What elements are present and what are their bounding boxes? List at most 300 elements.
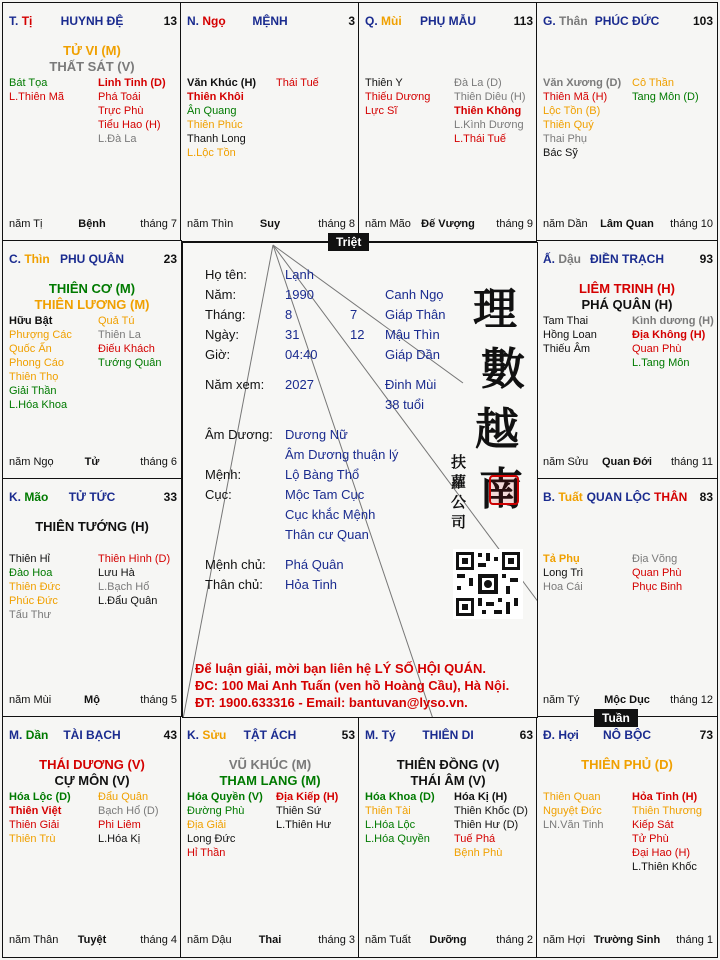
- star: Hoa Cái: [543, 581, 583, 593]
- palace-name: TẬT ÁCH: [243, 728, 297, 742]
- palace-footer: [181, 933, 359, 957]
- palace-number: 93: [699, 252, 713, 266]
- star: Phục Binh: [632, 581, 683, 593]
- palace-ty[interactable]: [358, 716, 538, 958]
- palace-chi: Tý: [381, 728, 396, 742]
- star: L.Lộc Tồn: [187, 147, 236, 159]
- star: Long Đức: [187, 833, 236, 845]
- star: Hỉ Thần: [187, 847, 226, 859]
- main-star: THAM LANG (M): [219, 773, 321, 788]
- main-stars: [3, 281, 181, 313]
- star: L.Bạch Hổ: [98, 581, 150, 593]
- star: Thiên Giải: [9, 819, 60, 831]
- star: Ân Quang: [187, 105, 237, 117]
- main-stars: [537, 757, 717, 773]
- calligraphy-char-4: 南: [479, 464, 523, 515]
- palace-footer: [3, 933, 181, 957]
- month: tháng 8: [318, 218, 355, 230]
- palace-can: N.: [187, 14, 199, 28]
- palace-can: K.: [9, 490, 21, 504]
- thang-value: 8: [285, 307, 293, 322]
- thang-am-value: 7: [350, 307, 358, 322]
- truong-sinh: Thai: [258, 934, 282, 946]
- month: tháng 12: [670, 694, 713, 706]
- dai-han-year: năm Tuất: [365, 934, 411, 946]
- than-chu-value: Hỏa Tinh: [285, 577, 338, 592]
- palace-name: PHÚC ĐỨC: [594, 14, 660, 28]
- calligraphy-char-3: 越: [475, 404, 519, 455]
- palace-chi: Dậu: [558, 252, 582, 266]
- seal-text-3: 公: [451, 493, 467, 511]
- dai-han-year: năm Ngọ: [9, 456, 54, 468]
- main-star: THIÊN LƯƠNG (M): [34, 297, 150, 312]
- main-star: THIÊN ĐỒNG (V): [396, 757, 500, 772]
- calligraphy-char-1: 理: [473, 284, 517, 335]
- star: L.Kình Dương: [454, 119, 524, 131]
- dai-han-year: năm Thân: [9, 934, 59, 946]
- star: Tử Phù: [632, 833, 669, 845]
- month: tháng 11: [670, 456, 713, 468]
- main-star: TỬ VI (M): [63, 43, 121, 58]
- am-duong-value: Dương Nữ: [285, 427, 348, 442]
- star: Hồng Loan: [543, 329, 597, 341]
- palace-suu[interactable]: [180, 716, 360, 958]
- palace-thin[interactable]: [2, 240, 182, 480]
- palace-dau[interactable]: [536, 240, 718, 480]
- truong-sinh: Suy: [259, 218, 281, 230]
- star: Hóa Lộc (D): [9, 791, 71, 803]
- palace-number: 113: [513, 14, 533, 28]
- dai-han-year: năm Sửu: [543, 456, 589, 468]
- star: L.Thiên Khốc: [632, 861, 697, 873]
- tu-vi-chart: [2, 2, 718, 958]
- stars-left: [543, 552, 583, 594]
- month: tháng 6: [140, 456, 177, 468]
- star: Quan Phù: [632, 343, 682, 355]
- month: tháng 2: [496, 934, 533, 946]
- palace-mao[interactable]: [2, 478, 182, 718]
- stars-right: [276, 76, 319, 90]
- star: Thiên Mã (H): [543, 91, 608, 103]
- main-star: THIÊN TƯỚNG (H): [35, 519, 149, 534]
- palace-name: HUYNH ĐỆ: [60, 14, 124, 28]
- main-star: PHÁ QUÂN (H): [581, 297, 673, 312]
- palace-footer: [537, 455, 717, 479]
- stars-right: [632, 76, 699, 104]
- star: L.Hóa Lộc: [365, 819, 416, 831]
- palace-chi: Mão: [24, 490, 49, 504]
- gio-value: 04:40: [285, 347, 318, 362]
- star: Thiên Trù: [9, 833, 56, 845]
- star: L.Tang Môn: [632, 357, 690, 369]
- palace-chi: Thìn: [24, 252, 50, 266]
- palace-tuat[interactable]: [536, 478, 718, 718]
- gio-label: Giờ:: [205, 347, 231, 362]
- stars-right: [276, 790, 338, 832]
- palace-can: T.: [9, 14, 19, 28]
- stars-right: [454, 76, 526, 146]
- star: Điếu Khách: [98, 343, 155, 355]
- palace-chi: Sửu: [202, 728, 227, 742]
- contact-line-3[interactable]: ĐT: 1900.633316 - Email: bantuvan@lyso.vn.: [195, 695, 468, 710]
- palace-name: TỬ TỨC: [68, 490, 116, 504]
- truong-sinh: Tử: [84, 456, 100, 468]
- stars-left: [187, 790, 263, 860]
- palace-number: 53: [341, 728, 355, 742]
- star: Trực Phù: [98, 105, 144, 117]
- month: tháng 5: [140, 694, 177, 706]
- palace-number: 73: [699, 728, 713, 742]
- star: Lực Sĩ: [365, 105, 398, 117]
- star: L.Đẩu Quân: [98, 595, 158, 607]
- palace-footer: [3, 217, 181, 241]
- main-star: THIÊN CƠ (M): [48, 281, 136, 296]
- stars-left: [9, 76, 64, 104]
- truong-sinh: Bệnh: [78, 218, 106, 230]
- stars-left: [187, 76, 256, 160]
- truong-sinh: Lâm Quan: [600, 218, 654, 230]
- star: Giải Thần: [9, 385, 57, 397]
- month: tháng 7: [140, 218, 177, 230]
- palace-header: [3, 479, 181, 504]
- star: Thiếu Âm: [543, 343, 591, 355]
- star: Đại Hao (H): [632, 847, 691, 859]
- cuc-note-2: Thân cư Quan: [285, 527, 369, 542]
- star: Nguyệt Đức: [543, 805, 602, 817]
- star: Đường Phù: [187, 805, 245, 817]
- star: Đẩu Quân: [98, 791, 149, 803]
- star: Phong Cáo: [9, 357, 65, 369]
- star: Hỏa Tinh (H): [632, 791, 698, 803]
- stars-left: [543, 76, 621, 160]
- month: tháng 4: [140, 934, 177, 946]
- star: Thiên Hư (D): [454, 819, 519, 831]
- month: tháng 10: [670, 218, 713, 230]
- truong-sinh: Trường Sinh: [593, 934, 661, 946]
- star: Lưu Hà: [98, 567, 135, 579]
- palace-number: 33: [163, 490, 177, 504]
- ngay-value: 31: [285, 327, 300, 342]
- star: Thiên Y: [365, 77, 403, 89]
- palace-header: [3, 3, 181, 28]
- month: tháng 1: [676, 934, 713, 946]
- main-star: THÁI DƯƠNG (V): [39, 757, 145, 772]
- palace-footer: [3, 693, 181, 717]
- palace-header: [181, 3, 359, 28]
- stars-left: [9, 790, 71, 846]
- star: Văn Khúc (H): [187, 77, 257, 89]
- stars-left: [9, 314, 72, 412]
- nam-value: 1990: [285, 287, 314, 302]
- star: Địa Võng: [632, 553, 678, 565]
- palace-footer: [359, 933, 537, 957]
- star: Tả Phụ: [543, 553, 580, 565]
- palace-header: [181, 717, 359, 742]
- palace-name: PHU QUÂN: [59, 252, 124, 266]
- palace-header: [359, 717, 537, 742]
- palace-chi: Ngọ: [202, 14, 226, 28]
- stars-right: [632, 790, 702, 874]
- palace-name: NÔ BỘC: [603, 728, 651, 742]
- star: Hóa Quyền (V): [187, 791, 263, 803]
- palace-dan[interactable]: [2, 716, 182, 958]
- main-star: LIÊM TRINH (H): [578, 281, 676, 296]
- star: Hóa Kị (H): [454, 791, 508, 803]
- star: Tuế Phá: [454, 833, 496, 845]
- main-star: VŨ KHÚC (M): [228, 757, 312, 772]
- star: Hữu Bật: [9, 315, 53, 327]
- chart-center-info: [182, 242, 538, 718]
- star: Thiên Quý: [543, 119, 594, 131]
- palace-can: C.: [9, 252, 21, 266]
- main-stars: [3, 519, 181, 535]
- star: Linh Tinh (D): [98, 77, 166, 89]
- palace-number: 103: [692, 14, 713, 28]
- dai-han-year: năm Hợi: [543, 934, 586, 946]
- star: Phá Toái: [98, 91, 141, 103]
- star: Cô Thần: [632, 77, 674, 89]
- menh-value: Lộ Bàng Thổ: [285, 467, 360, 482]
- palace-header: [359, 3, 537, 28]
- dai-han-year: năm Mùi: [9, 694, 52, 706]
- palace-header: [3, 717, 181, 742]
- star: Thiên Không: [454, 105, 522, 117]
- palace-hoi[interactable]: [536, 716, 718, 958]
- star: Tang Môn (D): [632, 91, 699, 103]
- star: Thiếu Dương: [365, 91, 431, 103]
- star: Tướng Quân: [98, 357, 162, 369]
- star: Thiên Hỉ: [9, 553, 50, 565]
- truong-sinh: Mộc Dục: [604, 694, 650, 706]
- palace-name: MỆNH: [252, 14, 288, 28]
- nam-xem-can-chi: Đinh Mùi: [385, 377, 437, 392]
- star: Hóa Khoa (D): [365, 791, 435, 803]
- palace-name: THIÊN DI: [422, 728, 474, 742]
- truong-sinh: Đế Vượng: [421, 218, 475, 230]
- star: Địa Giải: [187, 819, 227, 831]
- palace-header: [537, 3, 717, 28]
- star: Thiên Khôi: [187, 91, 244, 103]
- star: Thiên Tài: [365, 805, 411, 817]
- main-star: THÁI ÂM (V): [410, 773, 486, 788]
- palace-name: TÀI BẠCH: [63, 728, 121, 742]
- tuoi-value: 38 tuổi: [385, 397, 425, 412]
- main-stars: [359, 757, 537, 789]
- star: Quan Phù: [632, 567, 682, 579]
- stars-left: [9, 552, 60, 622]
- star: Bệnh Phù: [454, 847, 503, 859]
- nam-xem-value: 2027: [285, 377, 314, 392]
- star: Thiên Sứ: [276, 805, 322, 817]
- ho-ten-label: Họ tên:: [205, 267, 247, 282]
- palace-chi: Hợi: [558, 728, 579, 742]
- palace-name: ĐIỀN TRẠCH: [590, 252, 664, 266]
- dai-han-year: năm Mão: [365, 218, 411, 230]
- palace-can: B.: [543, 490, 555, 504]
- red-seal-icon: [489, 475, 519, 505]
- star: Thiên La: [98, 329, 141, 341]
- dai-han-year: năm Tý: [543, 694, 580, 706]
- palace-than[interactable]: [536, 2, 718, 242]
- contact-line-2: ĐC: 100 Mai Anh Tuấn (ven hồ Hoàng Cầu), Hà Nội.: [195, 678, 510, 693]
- star: Thiên Khốc (D): [454, 805, 528, 817]
- star: Địa Không (H): [632, 329, 706, 341]
- star: Tấu Thư: [9, 609, 52, 621]
- stars-right: [454, 790, 528, 860]
- thang-label: Tháng:: [205, 307, 246, 322]
- main-stars: [537, 281, 717, 313]
- main-star: THẤT SÁT (V): [49, 59, 135, 74]
- ngay-am-value: 12: [350, 327, 365, 342]
- nam-xem-label: Năm xem:: [205, 377, 265, 392]
- month: tháng 3: [318, 934, 355, 946]
- palace-mui[interactable]: [358, 2, 538, 242]
- palace-number: 23: [163, 252, 177, 266]
- star: L.Đà La: [98, 133, 137, 145]
- palace-chi: Tị: [21, 14, 33, 28]
- palace-can: Đ.: [543, 728, 555, 742]
- palace-can: M.: [9, 728, 23, 742]
- dai-han-year: năm Dần: [543, 218, 588, 230]
- star: L.Hóa Kị: [98, 833, 141, 845]
- qr-code-icon[interactable]: [453, 549, 523, 619]
- seal-text-2: 蘿: [451, 473, 467, 491]
- main-star: THIÊN PHỦ (D): [581, 757, 673, 772]
- palace-chi: Thân: [559, 14, 588, 28]
- star: Tam Thai: [543, 315, 589, 327]
- star: Thiên Thọ: [9, 371, 59, 383]
- thang-can-chi: Giáp Thân: [385, 307, 446, 322]
- palace-number: 3: [348, 14, 355, 28]
- palace-number: 83: [699, 490, 713, 504]
- palace-name: PHỤ MẪU: [420, 14, 476, 28]
- palace-ngo[interactable]: [180, 2, 360, 242]
- palace-number: 43: [163, 728, 177, 742]
- dai-han-year: năm Thìn: [187, 218, 234, 230]
- than-chu-label: Thân chủ:: [205, 577, 263, 592]
- star: Thiên Hình (D): [98, 553, 171, 565]
- star: Kình dương (H): [632, 315, 714, 327]
- star: Văn Xương (D): [543, 77, 622, 89]
- palace-number: 63: [519, 728, 533, 742]
- main-star: CỰ MÔN (V): [54, 773, 130, 788]
- tuan-marker: Tuần: [594, 709, 638, 727]
- star: L.Thiên Hư: [276, 819, 332, 831]
- palace-name: QUAN LỘC THÂN: [586, 490, 688, 504]
- stars-right: [98, 76, 166, 146]
- star: Đào Hoa: [9, 567, 53, 579]
- stars-right: [632, 552, 682, 594]
- ho-ten-value: Lạnh: [285, 267, 314, 282]
- star: Phi Liêm: [98, 819, 141, 831]
- palace-header: [3, 241, 181, 266]
- palace-footer: [3, 455, 181, 479]
- palace-number: 13: [163, 14, 177, 28]
- menh-chu-label: Mệnh chủ:: [205, 557, 266, 572]
- star: Quả Tú: [98, 315, 135, 327]
- star: Bác Sỹ: [543, 147, 578, 159]
- star: Long Trì: [543, 567, 584, 579]
- star: Tiểu Hao (H): [98, 119, 161, 131]
- dai-han-year: năm Dậu: [187, 934, 232, 946]
- palace-can: G.: [543, 14, 556, 28]
- am-duong-note: Âm Dương thuận lý: [285, 447, 399, 462]
- star: Thiên Thương: [632, 805, 703, 817]
- stars-right: [98, 314, 162, 370]
- star: L.Thiên Mã: [9, 91, 65, 103]
- stars-left: [365, 76, 430, 118]
- stars-right: [632, 314, 714, 370]
- palace-footer: [537, 933, 717, 957]
- cuc-label: Cục:: [205, 487, 232, 502]
- palace-chi: Dần: [25, 728, 49, 742]
- palace-footer: [537, 217, 717, 241]
- stars-right: [98, 552, 170, 608]
- cuc-value: Mộc Tam Cục: [285, 487, 365, 502]
- truong-sinh: Dưỡng: [429, 934, 467, 946]
- palace-chi: Tuất: [558, 490, 583, 504]
- am-duong-label: Âm Dương:: [205, 427, 273, 442]
- dai-han-year: năm Tị: [9, 218, 43, 230]
- cuc-note-1: Cục khắc Mệnh: [285, 507, 376, 522]
- menh-label: Mệnh:: [205, 467, 242, 482]
- palace-ti[interactable]: [2, 2, 182, 242]
- stars-left: [543, 790, 604, 832]
- stars-right: [98, 790, 159, 846]
- ngay-can-chi: Mậu Thìn: [385, 327, 440, 342]
- star: Quốc Ấn: [9, 343, 52, 355]
- star: Bát Tọa: [9, 77, 48, 89]
- star: Thiên Phúc: [187, 119, 243, 131]
- star: L.Thái Tuế: [454, 133, 506, 145]
- star: Địa Kiếp (H): [276, 791, 339, 803]
- seal-text-1: 扶: [451, 453, 467, 471]
- star: Lộc Tồn (B): [543, 105, 601, 117]
- palace-can: Ấ.: [543, 252, 555, 266]
- star: Phượng Các: [9, 329, 72, 341]
- star: Thiên Việt: [9, 805, 62, 817]
- main-stars: [3, 43, 181, 75]
- stars-left: [543, 314, 597, 356]
- nam-label: Năm:: [205, 287, 237, 302]
- menh-chu-value: Phá Quân: [285, 557, 344, 572]
- palace-footer: [359, 217, 537, 241]
- palace-can: M.: [365, 728, 379, 742]
- star: LN.Văn Tinh: [543, 819, 604, 831]
- month: tháng 9: [496, 218, 533, 230]
- palace-chi: Mùi: [381, 14, 402, 28]
- seal-text-4: 司: [451, 513, 467, 531]
- star: L.Hóa Quyền: [365, 833, 430, 845]
- nam-can-chi: Canh Ngọ: [385, 287, 444, 302]
- palace-header: [537, 479, 717, 504]
- palace-header: [537, 241, 717, 266]
- truong-sinh: Mộ: [84, 694, 100, 706]
- star: Đà La (D): [454, 77, 502, 89]
- palace-can: K.: [187, 728, 199, 742]
- star: Phúc Đức: [9, 595, 58, 607]
- star: L.Hóa Khoa: [9, 399, 68, 411]
- contact-line-1: Để luận giải, mời bạn liên hệ LÝ SỐ HỘI QUÁN.: [195, 661, 486, 676]
- stars-left: [365, 790, 435, 846]
- triet-marker: Triệt: [328, 233, 369, 251]
- star: Bạch Hổ (D): [98, 805, 159, 817]
- main-stars: [181, 757, 359, 789]
- star: Thanh Long: [187, 133, 246, 145]
- than-label: THÂN: [654, 490, 688, 504]
- truong-sinh: Tuyệt: [77, 934, 107, 946]
- star: Thai Phụ: [543, 133, 588, 145]
